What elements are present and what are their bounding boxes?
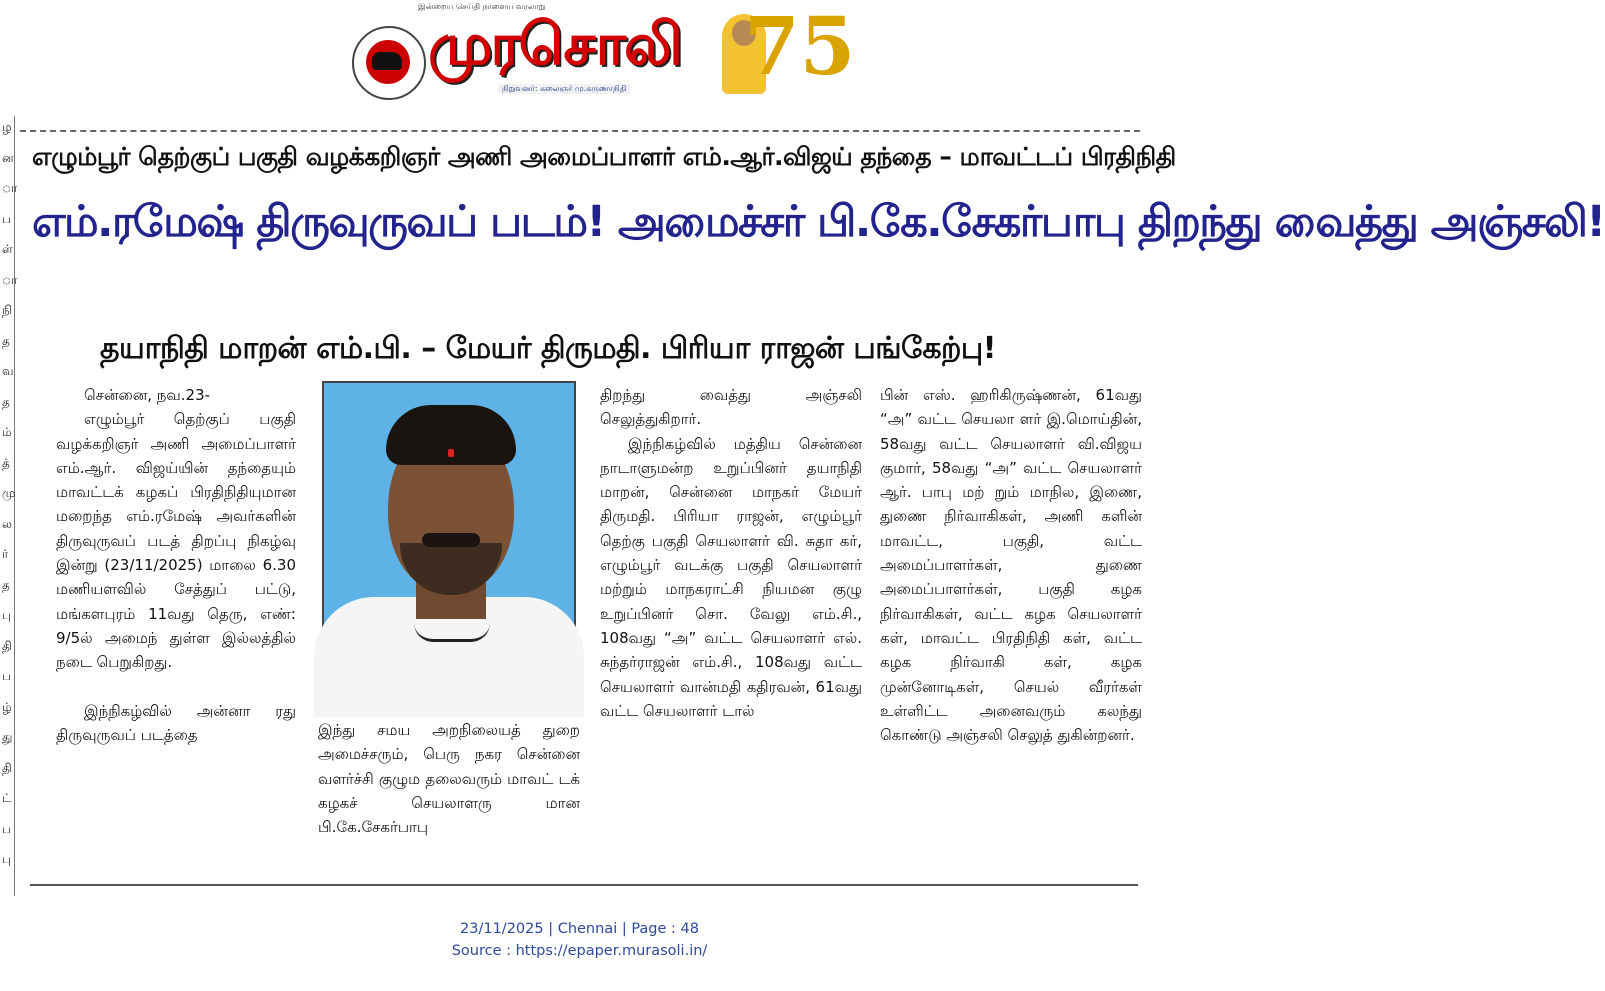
strip-char: து <box>2 730 13 744</box>
strip-char: வ <box>2 364 14 378</box>
strip-char: பு <box>2 852 11 866</box>
masthead-tagline: இன்றைய செய்தி நாளைய வரலாறு <box>418 2 546 11</box>
strip-char: த <box>2 333 10 348</box>
article-column-2 <box>318 718 580 839</box>
footer-date-line: 23/11/2025 | Chennai | Page : 48 <box>460 921 699 937</box>
strip-char: ழ <box>2 120 12 134</box>
anniversary-badge: 75 <box>744 0 856 93</box>
strip-char: ன <box>2 150 14 165</box>
article-column-1 <box>56 383 296 747</box>
strip-char: ழ் <box>2 699 12 714</box>
dateline: சென்னை, நவ.23- <box>84 386 211 404</box>
strip-char: த <box>2 577 10 592</box>
strip-char: ட் <box>2 791 12 805</box>
strip-char: ள் <box>2 242 13 256</box>
paragraph: இந்நிகழ்வில் மத்திய சென்னை நாடாளுமன்ற உறுப்பினர் தயாநிதி மாறன், சென்னை மாநகர் மேயர் திருமதி. பிரியா ராஜன், எழும்பூர் தெற்கு பகுதி செயலாளர் வி. சுதா கர், எழும்பூர் வடக்கு பகுதி செயலாளர் மற்றும் மாநகராட்சி நியமன குழு உறுப்பினர் சொ. வேலு எம்.சி., 108வது “அ” வட்ட செயலாளர் எல். சுந்தர்ராஜன் எம்.சி., 108வது வட்ட செயலாளர் வான்மதி கதிரவன், 61வது வட்ட செயலாளர் டால் <box>600 434 862 720</box>
strip-char: ா <box>2 272 18 287</box>
strip-char: ப <box>2 821 11 836</box>
paragraph: இந்து சமய அறநிலையத் துறை அமைச்சரும், பெரு நகர சென்னை வளர்ச்சி குழும தலைவரும் மாவட் டக் கழகச் செயலாளரு மான பி.கே.சேகர்பாபு <box>318 721 580 837</box>
strip-char: த <box>2 394 10 409</box>
article-bottom-border <box>30 884 1138 886</box>
page-footer <box>0 918 1159 962</box>
paragraph: எழும்பூர் தெற்குப் பகுதி வழக்கறிஞர் அணி அமைப்பாளர் எம்.ஆர். விஜய்யின் தந்தையும் மாவட்டக் கழகப் பிரதிநிதியுமான மறைந்த எம்.ரமேஷ் அவர்களின் திருவுருவப் படத் திறப்பு நிகழ்வு இன்று (23/11/2025) மாலை 6.30 மணியளவில் சேத்துப் பட்டு, மங்களபுரம் 11வது தெரு, எண்: 9/5ல் அமைந் துள்ள இல்லத்தில் நடை பெறுகிறது. <box>56 410 296 672</box>
strip-char: நி <box>2 303 12 317</box>
article-column-4 <box>880 383 1142 747</box>
adjacent-column-strip <box>0 96 18 896</box>
strip-char: ர் <box>2 547 9 561</box>
strip-char: ல <box>2 516 12 531</box>
logo-subtitle: நிறுவனர்: கலைஞர் மு.கருணாநிதி <box>498 84 630 94</box>
party-emblem-icon <box>352 26 426 100</box>
paragraph: பின் எஸ். ஹரிகிருஷ்ணன், 61வது “அ” வட்ட செயலா ளர் இ.மொய்தின், 58வது வட்ட செயலாளர் வி.விஜய குமார், 58வது “அ” வட்ட செயலாளர் ஆர். பாபு மற் றும் மாநில, இணை, துணை நிர்வாகிகள், அணி களின் மாவட்ட, பகுதி, வட்ட அமைப்பாளர்கள், துணை அமைப்பாளர்கள், பகுதி கழக நிர்வாகிகள், வட்ட கழக செயலாளர் கள், மாவட்ட பிரதிநிதி கள், வட்ட கழக நிர்வாகி கள், கழக முன்னோடிகள், செயல் வீரர்கள் உள்ளிட்ட அனைவரும் கலந்து கொண்டு அஞ்சலி செலுத் துகின்றனர். <box>880 386 1142 745</box>
strip-char: ப <box>2 669 11 683</box>
strip-char: தி <box>2 638 12 653</box>
newspaper-logo: முரசொலி <box>428 10 681 78</box>
article-headline: எம்.ரமேஷ் திருவுருவப் படம்! அமைச்சர் பி.கே.சேகர்பாபு திறந்து வைத்து அஞ்சலி! <box>32 197 1605 247</box>
strip-char: த் <box>2 455 10 470</box>
strip-char: தி <box>2 760 12 775</box>
strip-char: ப <box>2 211 11 226</box>
article-photo <box>322 381 576 703</box>
paragraph: திறந்து வைத்து அஞ்சலி செலுத்துகிறார். <box>600 386 862 429</box>
strip-char: ம் <box>2 425 12 439</box>
article-column-3 <box>600 383 862 723</box>
article-subheadline: தயாநிதி மாறன் எம்.பி. – மேயர் திருமதி. பிரியா ராஜன் பங்கேற்பு! <box>100 331 996 366</box>
article-top-border <box>20 130 1140 132</box>
footer-source-line: Source : https://epaper.murasoli.in/ <box>451 943 708 959</box>
strip-char: பு <box>2 608 11 622</box>
paragraph: இந்நிகழ்வில் அன்னா ரது திருவுருவப் படத்தை <box>56 701 296 744</box>
article-kicker: எழும்பூர் தெற்குப் பகுதி வழக்கறிஞர் அணி அமைப்பாளர் எம்.ஆர்.விஜய் தந்தை – மாவட்டப் பிரதிநிதி <box>32 142 1176 171</box>
strip-char: மு <box>2 486 16 500</box>
strip-char: ா <box>2 181 18 195</box>
